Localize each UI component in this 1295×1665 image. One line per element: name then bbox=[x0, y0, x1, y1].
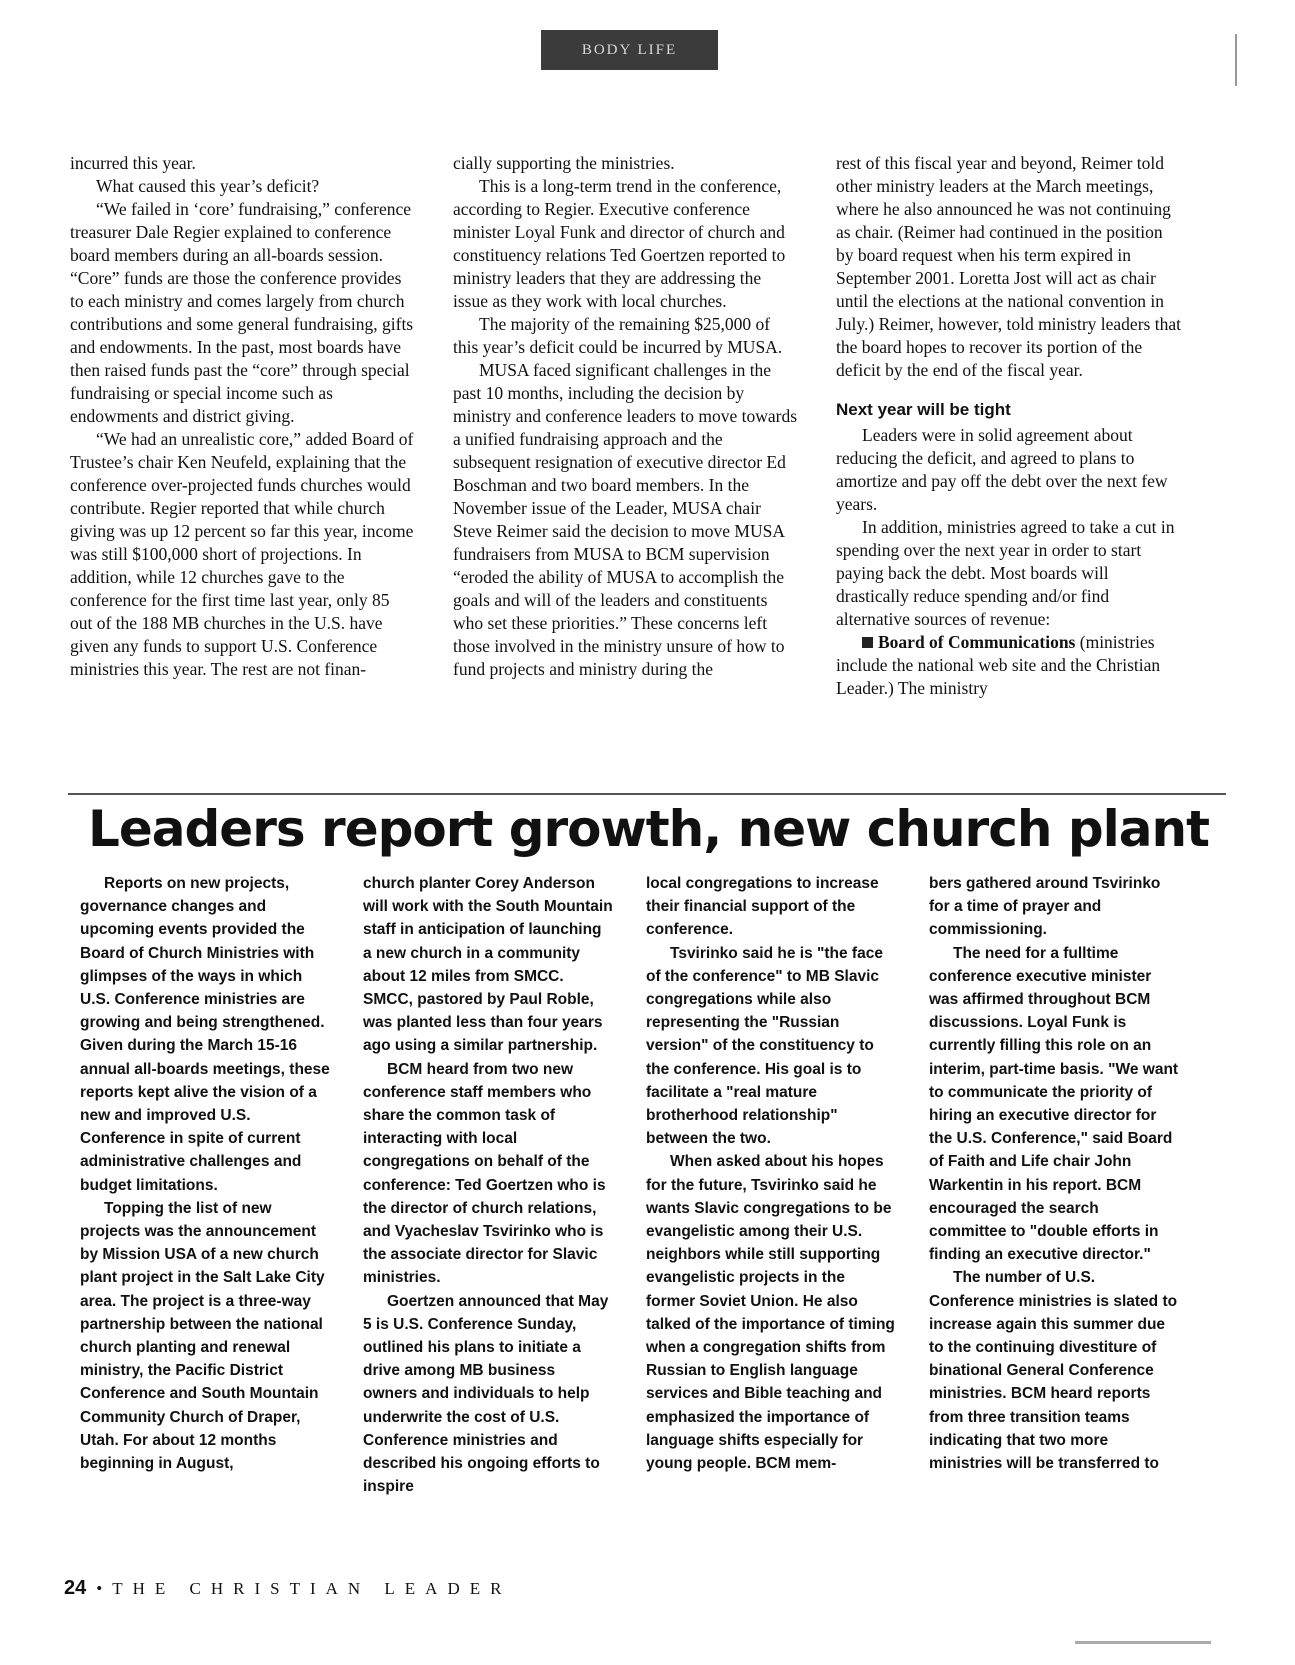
paragraph: This is a long-term trend in the conference, according to Regier. Executive conference minister Loyal Funk and director of church and constituency relations Ted Goertzen reported to ministry leaders that they are addressing the issue as they work with local churches. bbox=[453, 176, 786, 311]
paragraph: The number of U.S. Conference ministries is slated to increase again this summer due to the continuing divestiture of binational General Conference ministries. BCM heard reports from three transition teams indicating that two more ministries will be transferred to bbox=[929, 1269, 1178, 1473]
paragraph: What caused this year’s deficit? bbox=[96, 176, 320, 196]
footer-separator: • bbox=[96, 1579, 103, 1598]
paragraph: Tsvirinko said he is "the face of the conference" to MB Slavic congregations while also representing the "Russian version" of the constituency to the conference. His goal is to facilitate a "real mature brotherhood relationship" between the two. bbox=[646, 944, 883, 1148]
paragraph: When asked about his hopes for the future, Tsvirinko said he wants Slavic congregations to be evangelistic among their U.S. neighbors while still supporting evangelistic projects in the former Soviet Union. He also talked of the importance of timing when a congregation shifts from Russian to English language services and Bible teaching and emphasized the importance of language shifts especially for young people. BCM mem- bbox=[646, 1153, 895, 1473]
paragraph: Topping the list of new projects was the announcement by Mission USA of a new church plant project in the Salt Lake City area. The project is a three-way partnership between the national church planting and renewal ministry, the Pacific District Conference and South Mountain Community Church of Draper, Utah. For about 12 months beginning in August, bbox=[80, 1199, 325, 1473]
publication-name: THE CHRISTIAN LEADER bbox=[112, 1579, 512, 1598]
divider-rule bbox=[68, 793, 1226, 795]
page-number: 24 bbox=[64, 1577, 87, 1599]
paragraph: MUSA faced significant challenges in the past 10 months, including the decision by ministry and conference leaders to move towards a unified fundraising approach and the subsequent resignation of executive director Ed Boschman and two board members. In the November issue of the Leader, MUSA chair Steve Reimer said the decision to move MUSA fundraisers from MUSA to BCM supervision “eroded the ability of MUSA to accomplish the goals and will of the leaders and constituents who set these priorities.” These concerns left those involved in the ministry unsure of how to fund projects and ministry during the bbox=[453, 360, 798, 679]
section-tab: BODY LIFE bbox=[541, 30, 718, 70]
bullet-label: Board of Communications bbox=[878, 632, 1076, 652]
paragraph: In addition, ministries agreed to take a cut in spending over the next year in order to start paying back the debt. Most boards will drastically reduce spending and/or find alternative sources of revenue: bbox=[836, 517, 1175, 629]
paragraph: “We had an unrealistic core,” added Board of Trustee’s chair Ken Neufeld, explaining that the conference over-projected funds churches would contribute. Regier reported that while church giving was up 12 percent so far this year, income was still $100,000 short of projections. In addition, while 12 churches gave to the conference for the first time last year, only 85 out of the 188 MB churches in the U.S. have given any funds to support U.S. Conference ministries this year. The rest are not finan- bbox=[70, 429, 414, 679]
paragraph: church planter Corey Anderson will work with the South Mountain staff in anticipation of launching a new church in a community about 12 miles from SMCC. SMCC, pastored by Paul Roble, was planted less than four years ago using a similar partnership. bbox=[363, 875, 613, 1055]
paragraph: The majority of the remaining $25,000 of this year’s deficit could be incurred by MUSA. bbox=[453, 314, 783, 357]
page-footer bbox=[64, 1577, 511, 1600]
news-column-4 bbox=[929, 872, 1179, 1475]
paragraph: local congregations to increase their financial support of the conference. bbox=[646, 875, 879, 939]
paragraph: Reports on new projects, governance changes and upcoming events provided the Board of Church Ministries with glimpses of the ways in which U.S. Conference ministries are growing and being strengthened. Given during the March 15-16 annual all-boards meetings, these reports kept alive the vision of a new and improved U.S. Conference in spite of current administrative challenges and budget limitations. bbox=[80, 875, 330, 1194]
article-column-1 bbox=[70, 152, 415, 681]
paragraph: The need for a fulltime conference executive minister was affirmed throughout BCM discussions. Loyal Funk is currently filling this role on an interim, part-time basis. "We want to communicate the priority of hiring an executive director for the U.S. Conference," said Board of Faith and Life chair John Warkentin in his report. BCM encouraged the search committee to "double efforts in finding an executive director." bbox=[929, 944, 1179, 1264]
paragraph: Goertzen announced that May 5 is U.S. Conference Sunday, outlined his plans to initiate a drive among MB business owners and individuals to help underwrite the cost of U.S. Conference ministries and described his ongoing efforts to inspire bbox=[363, 1292, 609, 1496]
paragraph: Leaders were in solid agreement about reducing the deficit, and agreed to plans to amortize and pay off the debt over the next few years. bbox=[836, 425, 1168, 514]
subhead: Next year will be tight bbox=[836, 400, 1011, 419]
article-column-3-top bbox=[836, 152, 1181, 382]
paragraph: bers gathered around Tsvirinko for a time of prayer and commissioning. bbox=[929, 875, 1161, 939]
news-column-2 bbox=[363, 872, 613, 1498]
bottom-rule bbox=[1075, 1641, 1211, 1644]
paragraph: “We failed in ‘core’ fundraising,” conference treasurer Dale Regier explained to conference board members during an all-boards session. “Core” funds are those the conference provides to each ministry and comes largely from church contributions and some general fundraising, gifts and endowments. In the past, most boards have then raised funds past the “core” through special fundraising or special income such as endowments and district giving. bbox=[70, 199, 414, 426]
article-column-3-bottom bbox=[836, 424, 1181, 631]
paragraph: cially supporting the ministries. bbox=[453, 153, 675, 173]
news-column-1 bbox=[80, 872, 330, 1475]
bullet-text: (ministries include the national web site and the Christian Leader.) The ministry bbox=[836, 632, 1161, 698]
article-column-3 bbox=[836, 152, 1181, 700]
news-headline: Leaders report growth, new church plant bbox=[88, 800, 1210, 858]
paragraph: incurred this year. bbox=[70, 153, 196, 173]
page-edge-mark bbox=[1235, 34, 1237, 86]
news-column-3 bbox=[646, 872, 896, 1475]
paragraph: BCM heard from two new conference staff members who share the common task of interacting with local congregations on behalf of the conference: Ted Goertzen who is the director of church relations, and Vyacheslav Tsvirinko who is the associate director for Slavic ministries. bbox=[363, 1060, 606, 1287]
paragraph: rest of this fiscal year and beyond, Reimer told other ministry leaders at the March meetings, where he also announced he was not continuing as chair. (Reimer had continued in the position by board request when his term expired in September 2001. Loretta Jost will act as chair until the elections at the national convention in July.) Reimer, however, told ministry leaders that the board hopes to recover its portion of the deficit by the end of the fiscal year. bbox=[836, 153, 1181, 380]
article-column-2 bbox=[453, 152, 798, 681]
square-bullet-icon bbox=[862, 637, 873, 648]
bullet-paragraph bbox=[836, 631, 1181, 700]
